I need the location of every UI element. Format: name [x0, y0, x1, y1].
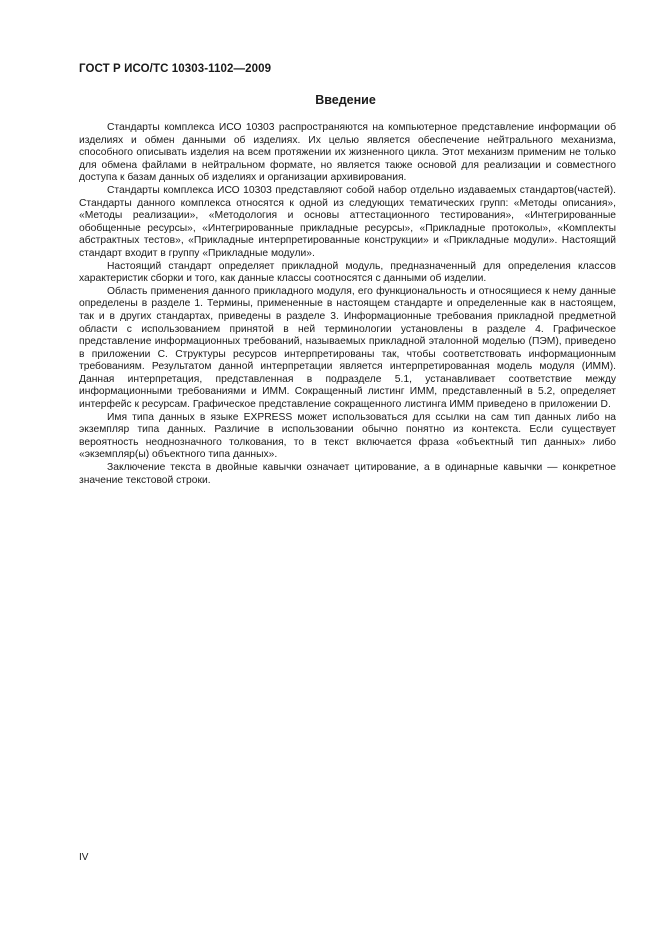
paragraph: Область применения данного прикладного модуля, его функциональность и относящиеся к нему данные определены в разделе 1. Термины, примененные в настоящем стандарте и определенные как в настоящем, так и в других стандартах, приведены в разделе 3. Информационные требования прикладной предметной области с использованием принятой в ней терминологии установлены в разделе 4. Графическое представление информационных требований, называемых прикладной эталонной моделью (ПЭМ), приведено в приложении С. Структуры ресурсов интерпретированы так, чтобы соответствовать информационным требованиям. Результатом данной интерпретации является интерпретированная модель модуля (ИММ). Данная интерпретация, представленная в подразделе 5.1, устанавливает соответствие между информационными требованиями и ИММ. Сокращенный листинг ИММ, представленный в 5.2, определяет интерфейс к ресурсам. Графическое представление сокращенного листинга ИММ приведено в приложении D. — [79, 285, 616, 411]
page-number: IV — [79, 852, 89, 863]
section-title: Введение — [315, 93, 376, 107]
paragraph: Имя типа данных в языке EXPRESS может использоваться для ссылки на сам тип данных либо на экземпляр типа данных. Различие в использовании обычно понятно из контекста. Если существует вероятность неоднозначного толкования, то в текст включается фраза «объектный тип данных» либо «экземпляр(ы) объектного типа данных». — [79, 411, 616, 461]
paragraph: Заключение текста в двойные кавычки означает цитирование, а в одинарные кавычки — конкретное значение текстовой строки. — [79, 462, 616, 486]
paragraph: Настоящий стандарт определяет прикладной модуль, предназначенный для определения классов характеристик сборки и того, как данные классы соотносятся с данными об изделии. — [79, 260, 616, 285]
paragraph: Стандарты комплекса ИСО 10303 распространяются на компьютерное представление информации об изделиях и обмен данными об изделиях. Их целью является обеспечение нейтрального механизма, способного описывать изделия на всем протяжении их жизненного цикла. Этот механизм применим не только для обмена файлами в нейтральном формате, но является также основой для реализации и совместного доступа к базам данных об изделиях и организации архивирования. — [79, 122, 616, 184]
body-text — [79, 122, 616, 487]
standard-code-header: ГОСТ Р ИСО/ТС 10303-1102—2009 — [79, 63, 272, 75]
paragraph: Стандарты комплекса ИСО 10303 представляют собой набор отдельно издаваемых стандартов(частей). Стандарты данного комплекса относятся к одной из следующих тематических групп: «Методы описания», «Методы реализации», «Методология и основы аттестационного тестирования», «Интегрированные обобщенные ресурсы», «Интегрированные прикладные ресурсы», «Прикладные протоколы», «Комплекты абстрактных тестов», «Прикладные интерпретированные конструкции» и «Прикладные модули». Настоящий стандарт входит в группу «Прикладные модули». — [79, 184, 616, 259]
